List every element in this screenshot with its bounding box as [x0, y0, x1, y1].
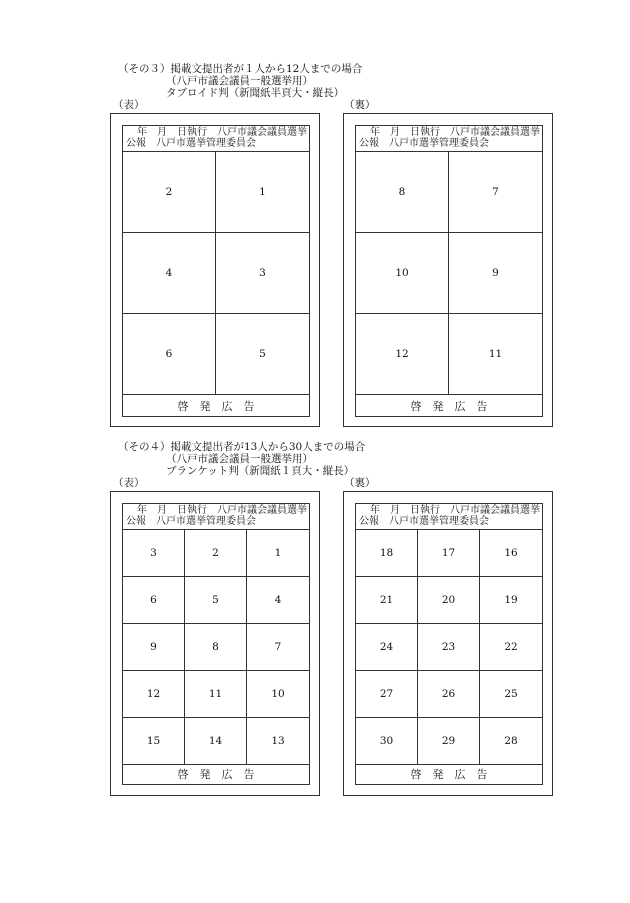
candidate-slot: 22 [480, 624, 542, 671]
candidate-grid [123, 530, 309, 765]
candidate-slot: 20 [418, 577, 480, 624]
section3-heading: （その３）掲載文提出者が１人から12人までの場合 [118, 63, 363, 75]
candidate-slot: 11 [449, 314, 542, 395]
candidate-slot: 5 [216, 314, 309, 395]
candidate-slot: 2 [123, 152, 216, 233]
bulletin-header [356, 504, 542, 530]
election-date-line: 年 月 日執行 八戸市議会議員選挙 [370, 505, 540, 516]
candidate-grid [356, 152, 542, 395]
candidate-slot: 1 [216, 152, 309, 233]
publisher-line: 公報 八戸市選挙管理委員会 [359, 516, 489, 527]
candidate-slot: 3 [123, 530, 185, 577]
section4-front-page [110, 491, 320, 796]
candidate-slot: 27 [356, 671, 418, 718]
candidate-slot: 5 [185, 577, 247, 624]
candidate-slot: 1 [247, 530, 309, 577]
candidate-slot: 23 [418, 624, 480, 671]
notice-footer: 啓発広告 [177, 767, 266, 781]
candidate-slot: 4 [247, 577, 309, 624]
candidate-slot: 19 [480, 577, 542, 624]
section4-heading: （その４）掲載文提出者が13人から30人までの場合 [118, 441, 366, 453]
section3-back-label: （裏） [344, 99, 376, 111]
bulletin-header [356, 126, 542, 152]
candidate-slot: 7 [449, 152, 542, 233]
bulletin-header [123, 126, 309, 152]
candidate-slot: 8 [356, 152, 449, 233]
candidate-slot: 12 [356, 314, 449, 395]
candidate-slot: 9 [123, 624, 185, 671]
section3-front-layout [122, 125, 310, 417]
candidate-slot: 13 [247, 718, 309, 765]
publisher-line: 公報 八戸市選挙管理委員会 [126, 138, 256, 149]
candidate-slot: 29 [418, 718, 480, 765]
bulletin-header [123, 504, 309, 530]
notice-footer: 啓発広告 [177, 399, 266, 413]
section3-front-page [110, 113, 320, 427]
candidate-slot: 2 [185, 530, 247, 577]
candidate-slot: 10 [247, 671, 309, 718]
candidate-grid [123, 152, 309, 395]
section3-back-layout [355, 125, 543, 417]
candidate-slot: 18 [356, 530, 418, 577]
candidate-slot: 3 [216, 233, 309, 314]
candidate-slot: 12 [123, 671, 185, 718]
candidate-slot: 26 [418, 671, 480, 718]
candidate-slot: 9 [449, 233, 542, 314]
section4-front-layout [122, 503, 310, 785]
candidate-slot: 24 [356, 624, 418, 671]
candidate-slot: 14 [185, 718, 247, 765]
candidate-slot: 11 [185, 671, 247, 718]
section4-back-label: （裏） [344, 477, 376, 489]
candidate-slot: 7 [247, 624, 309, 671]
section4-format: ブランケット判（新聞紙１頁大・縦長） [166, 465, 355, 477]
section4-back-page [343, 491, 553, 796]
section3-front-label: （表） [113, 99, 145, 111]
section4-back-layout [355, 503, 543, 785]
candidate-slot: 25 [480, 671, 542, 718]
candidate-slot: 8 [185, 624, 247, 671]
candidate-slot: 6 [123, 577, 185, 624]
publisher-line: 公報 八戸市選挙管理委員会 [126, 516, 256, 527]
section3-back-page [343, 113, 553, 427]
section4-subtitle: （八戸市議会議員一般選挙用） [166, 453, 313, 465]
candidate-slot: 4 [123, 233, 216, 314]
section3-subtitle: （八戸市議会議員一般選挙用） [166, 75, 313, 87]
notice-footer: 啓発広告 [410, 767, 499, 781]
candidate-slot: 30 [356, 718, 418, 765]
candidate-grid [356, 530, 542, 765]
candidate-slot: 28 [480, 718, 542, 765]
candidate-slot: 10 [356, 233, 449, 314]
candidate-slot: 15 [123, 718, 185, 765]
candidate-slot: 6 [123, 314, 216, 395]
candidate-slot: 16 [480, 530, 542, 577]
publisher-line: 公報 八戸市選挙管理委員会 [359, 138, 489, 149]
election-date-line: 年 月 日執行 八戸市議会議員選挙 [137, 127, 307, 138]
section3-format: タブロイド判（新聞紙半頁大・縦長） [166, 87, 345, 99]
candidate-slot: 21 [356, 577, 418, 624]
election-date-line: 年 月 日執行 八戸市議会議員選挙 [370, 127, 540, 138]
notice-footer: 啓発広告 [410, 399, 499, 413]
candidate-slot: 17 [418, 530, 480, 577]
section4-front-label: （表） [113, 477, 145, 489]
election-date-line: 年 月 日執行 八戸市議会議員選挙 [137, 505, 307, 516]
